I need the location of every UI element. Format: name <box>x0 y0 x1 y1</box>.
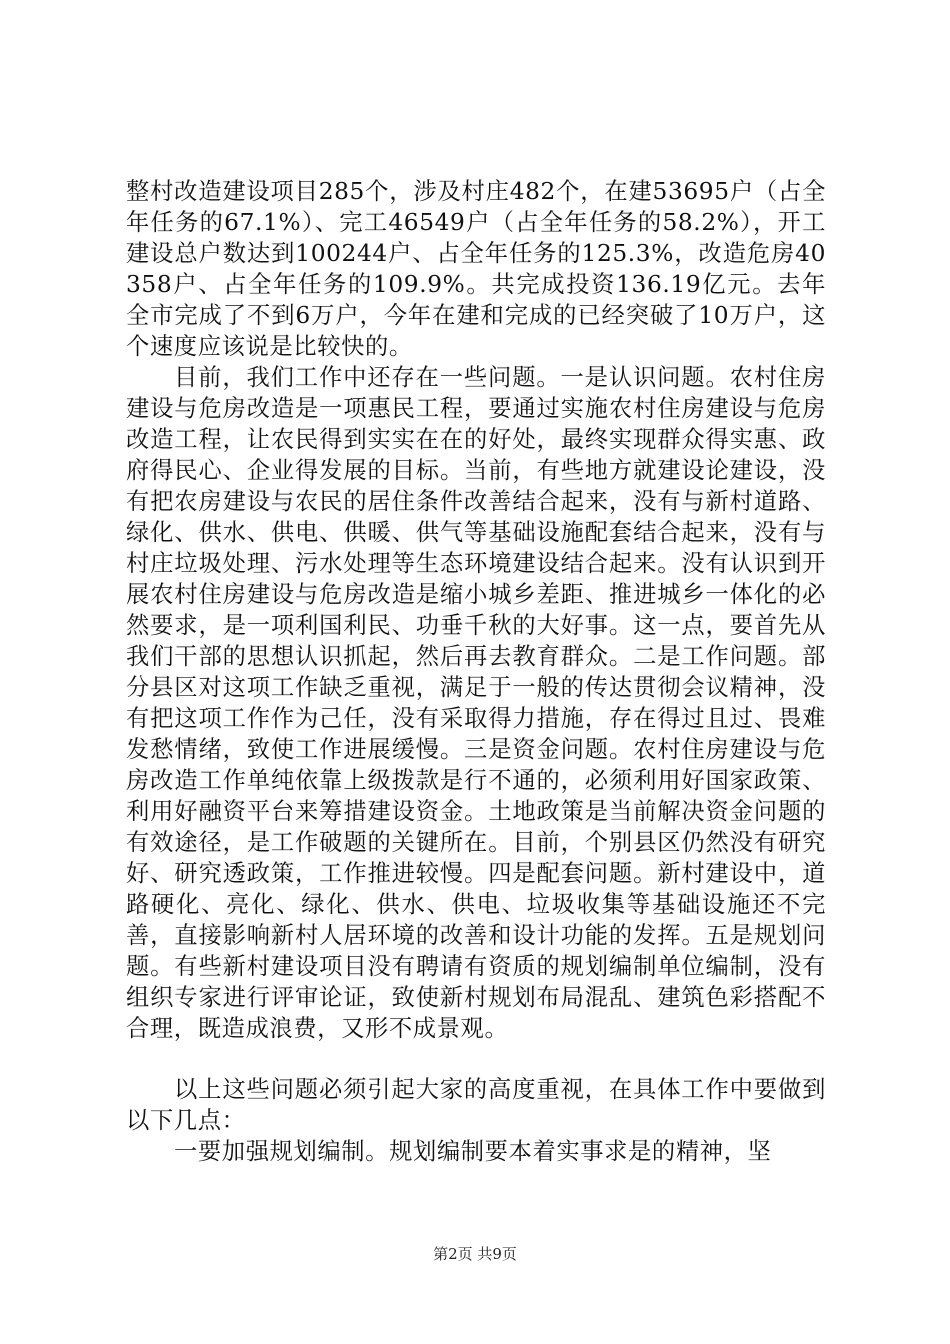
document-body <box>126 176 826 1167</box>
paragraph-existing-problems: 目前，我们工作中还存在一些问题。一是认识问题。农村住房建设与危房改造是一项惠民工程，要通过实施农村住房建设与危房改造工程，让农民得到实实在在的好处，最终实现群众得实惠、政府得民心、企业得发展的目标。当前，有些地方就建设论建设，没有把农房建设与农民的居住条件改善结合起来，没有与新村道路、绿化、供水、供电、供暖、供气等基础设施配套结合起来，没有与村庄垃圾处理、污水处理等生态环境建设结合起来。没有认识到开展农村住房建设与危房改造是缩小城乡差距、推进城乡一体化的必然要求，是一项利国利民、功垂千秋的大好事。这一点，要首先从我们干部的思想认识抓起，然后再去教育群众。二是工作问题。部分县区对这项工作缺乏重视，满足于一般的传达贯彻会议精神，没有把这项工作作为己任，没有采取得力措施，存在得过且过、畏难发愁情绪，致使工作进展缓慢。三是资金问题。农村住房建设与危房改造工作单纯依靠上级拨款是行不通的，必须利用好国家政策、利用好融资平台来筹措建设资金。土地政策是当前解决资金问题的有效途径，是工作破题的关键所在。目前，个别县区仍然没有研究好、研究透政策，工作推进较慢。四是配套问题。新村建设中，道路硬化、亮化、绿化、供水、供电、垃圾收集等基础设施还不完善，直接影响新村人居环境的改善和设计功能的发挥。五是规划问题。有些新村建设项目没有聘请有资质的规划编制单位编制，没有组织专家进行评审论证，致使新村规划布局混乱、建筑色彩搭配不合理，既造成浪费，又形不成景观。 <box>126 364 826 1042</box>
paragraph-attention-note: 以上这些问题必须引起大家的高度重视，在具体工作中要做到以下几点： <box>126 1076 826 1134</box>
page-number-footer: 第2页 共9页 <box>433 1245 517 1263</box>
paragraph-project-statistics: 整村改造建设项目285个，涉及村庄482个，在建53695户（占全年任务的67.1%）、完工46549户（占全年任务的58.2%），开工建设总户数达到100244户、占全年任务的125.3%，改造危房40358户、占全年任务的109.9%。共完成投资136.19亿元。去年全市完成了不到6万户，今年在建和完成的已经突破了10万户，这个速度应该说是比较快的。 <box>126 178 826 360</box>
paragraph-spacer <box>126 1044 826 1074</box>
paragraph-planning-point: 一要加强规划编制。规划编制要本着实事求是的精神，坚 <box>174 1138 772 1165</box>
